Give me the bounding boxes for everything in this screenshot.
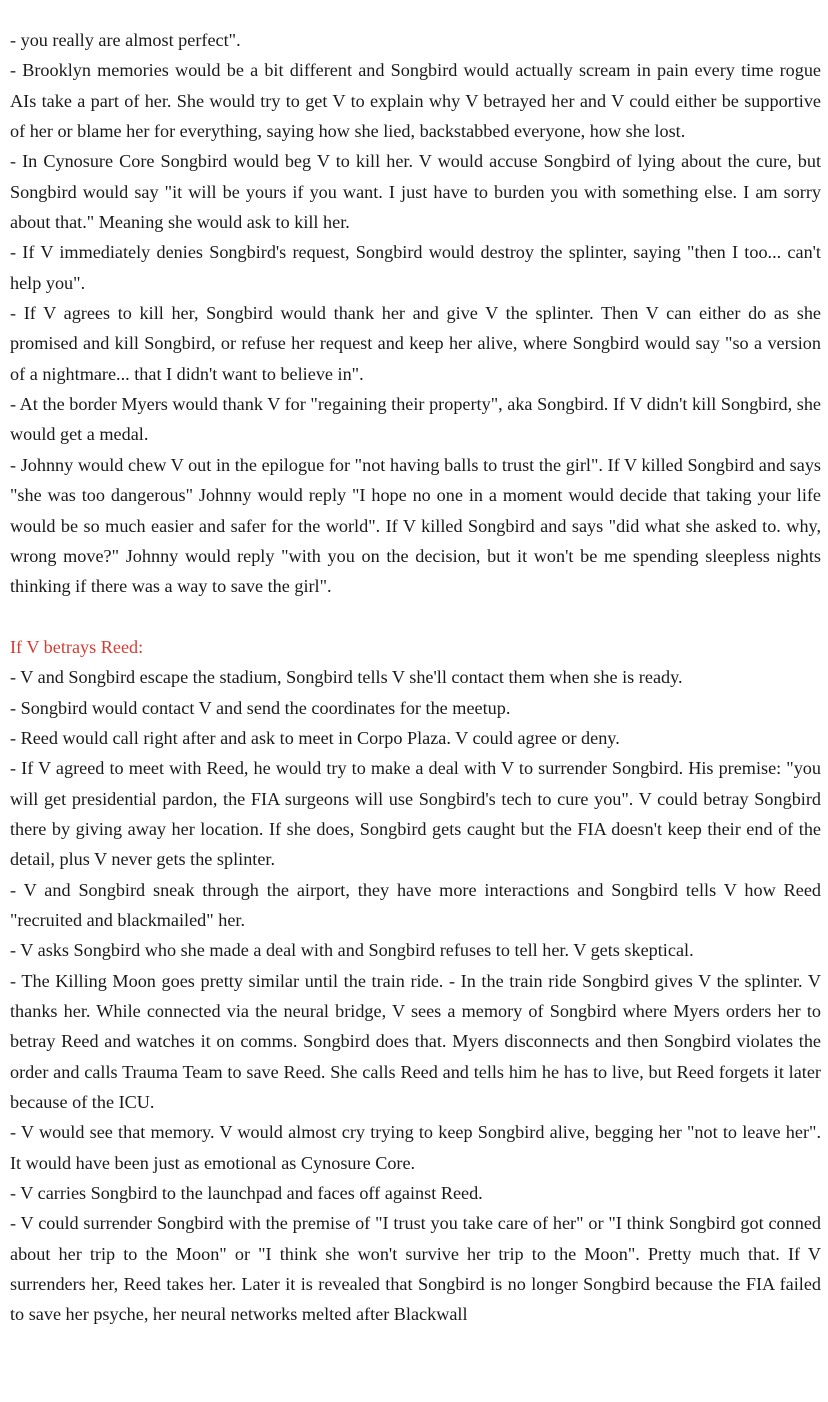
paragraph: - In Cynosure Core Songbird would beg V to kill her. V would accuse Songbird of lying about the cure, but Songbird would say "it will be yours if you want. I just have to burden you with something else. I am sorry about that." Meaning she would ask to kill her. <box>10 151 821 233</box>
paragraph: - If V agrees to kill her, Songbird would thank her and give V the splinter. Then V can either do as she promised and kill Songbird, or refuse her request and keep her alive, where Songbird would say "so a version of a nightmare... that I didn't want to believe in". <box>10 303 821 384</box>
paragraph: - V and Songbird escape the stadium, Songbird tells V she'll contact them when she is ready. <box>10 667 683 688</box>
paragraph: - If V agreed to meet with Reed, he would try to make a deal with V to surrender Songbird. His premise: "you will get presidential pardon, the FIA surgeons will use Songbird's tech to cure you". V could betray Songbird there by giving away her location. If she does, Songbird gets caught but the FIA doesn't keep their end of the detail, plus V never gets the splinter. <box>10 758 821 870</box>
paragraph: - The Killing Moon goes pretty similar until the train ride. - In the train ride Songbird gives V the splinter. V thanks her. While connected via the neural bridge, V sees a memory of Songbird where Myers orders her to betray Reed and watches it on comms. Songbird does that. Myers disconnects and then Songbird violates the order and calls Trauma Team to save Reed. She calls Reed and tells him he has to live, but Reed forgets it later because of the ICU. <box>10 970 821 1113</box>
section-heading: If V betrays Reed: <box>10 636 144 657</box>
paragraph: - Reed would call right after and ask to meet in Corpo Plaza. V could agree or deny. <box>10 727 620 748</box>
section-gap <box>10 602 821 632</box>
paragraph: - you really are almost perfect". <box>10 30 241 50</box>
document-body <box>10 25 821 1330</box>
paragraph: - At the border Myers would thank V for "regaining their property", aka Songbird. If V didn't kill Songbird, she would get a medal. <box>10 394 821 445</box>
paragraph: - V and Songbird sneak through the airport, they have more interactions and Songbird tells V how Reed "recruited and blackmailed" her. <box>10 879 821 930</box>
paragraph: - V would see that memory. V would almost cry trying to keep Songbird alive, begging her "not to leave her". It would have been just as emotional as Cynosure Core. <box>10 1122 821 1173</box>
paragraph: - V could surrender Songbird with the premise of "I trust you take care of her" or "I think Songbird got conned about her trip to the Moon" or "I think she won't survive her trip to the Moon". Pretty much that. If V surrenders her, Reed takes her. Later it is revealed that Songbird is no longer Songbird because the FIA failed to save her psyche, her neural networks melted after Blackwall <box>10 1213 821 1325</box>
paragraph: - V carries Songbird to the launchpad and faces off against Reed. <box>10 1183 483 1204</box>
paragraph: - If V immediately denies Songbird's request, Songbird would destroy the splinter, saying "then I too... can't help you". <box>10 242 821 293</box>
paragraph: - Songbird would contact V and send the coordinates for the meetup. <box>10 697 511 718</box>
paragraph: - Brooklyn memories would be a bit different and Songbird would actually scream in pain every time rogue AIs take a part of her. She would try to get V to explain why V betrayed her and V could either be supportive of her or blame her for everything, saying how she lied, backstabbed everyone, how she lost. <box>10 60 821 142</box>
paragraph: - V asks Songbird who she made a deal with and Songbird refuses to tell her. V gets skeptical. <box>10 940 694 961</box>
paragraph: - Johnny would chew V out in the epilogue for "not having balls to trust the girl". If V killed Songbird and says "she was too dangerous" Johnny would reply "I hope no one in a moment would decide that taking your life would be so much easier and safer for the world". If V killed Songbird and says "did what she asked to. why, wrong move?" Johnny would reply "with you on the decision, but it won't be me spending sleepless nights thinking if there was a way to save the girl". <box>10 454 821 597</box>
